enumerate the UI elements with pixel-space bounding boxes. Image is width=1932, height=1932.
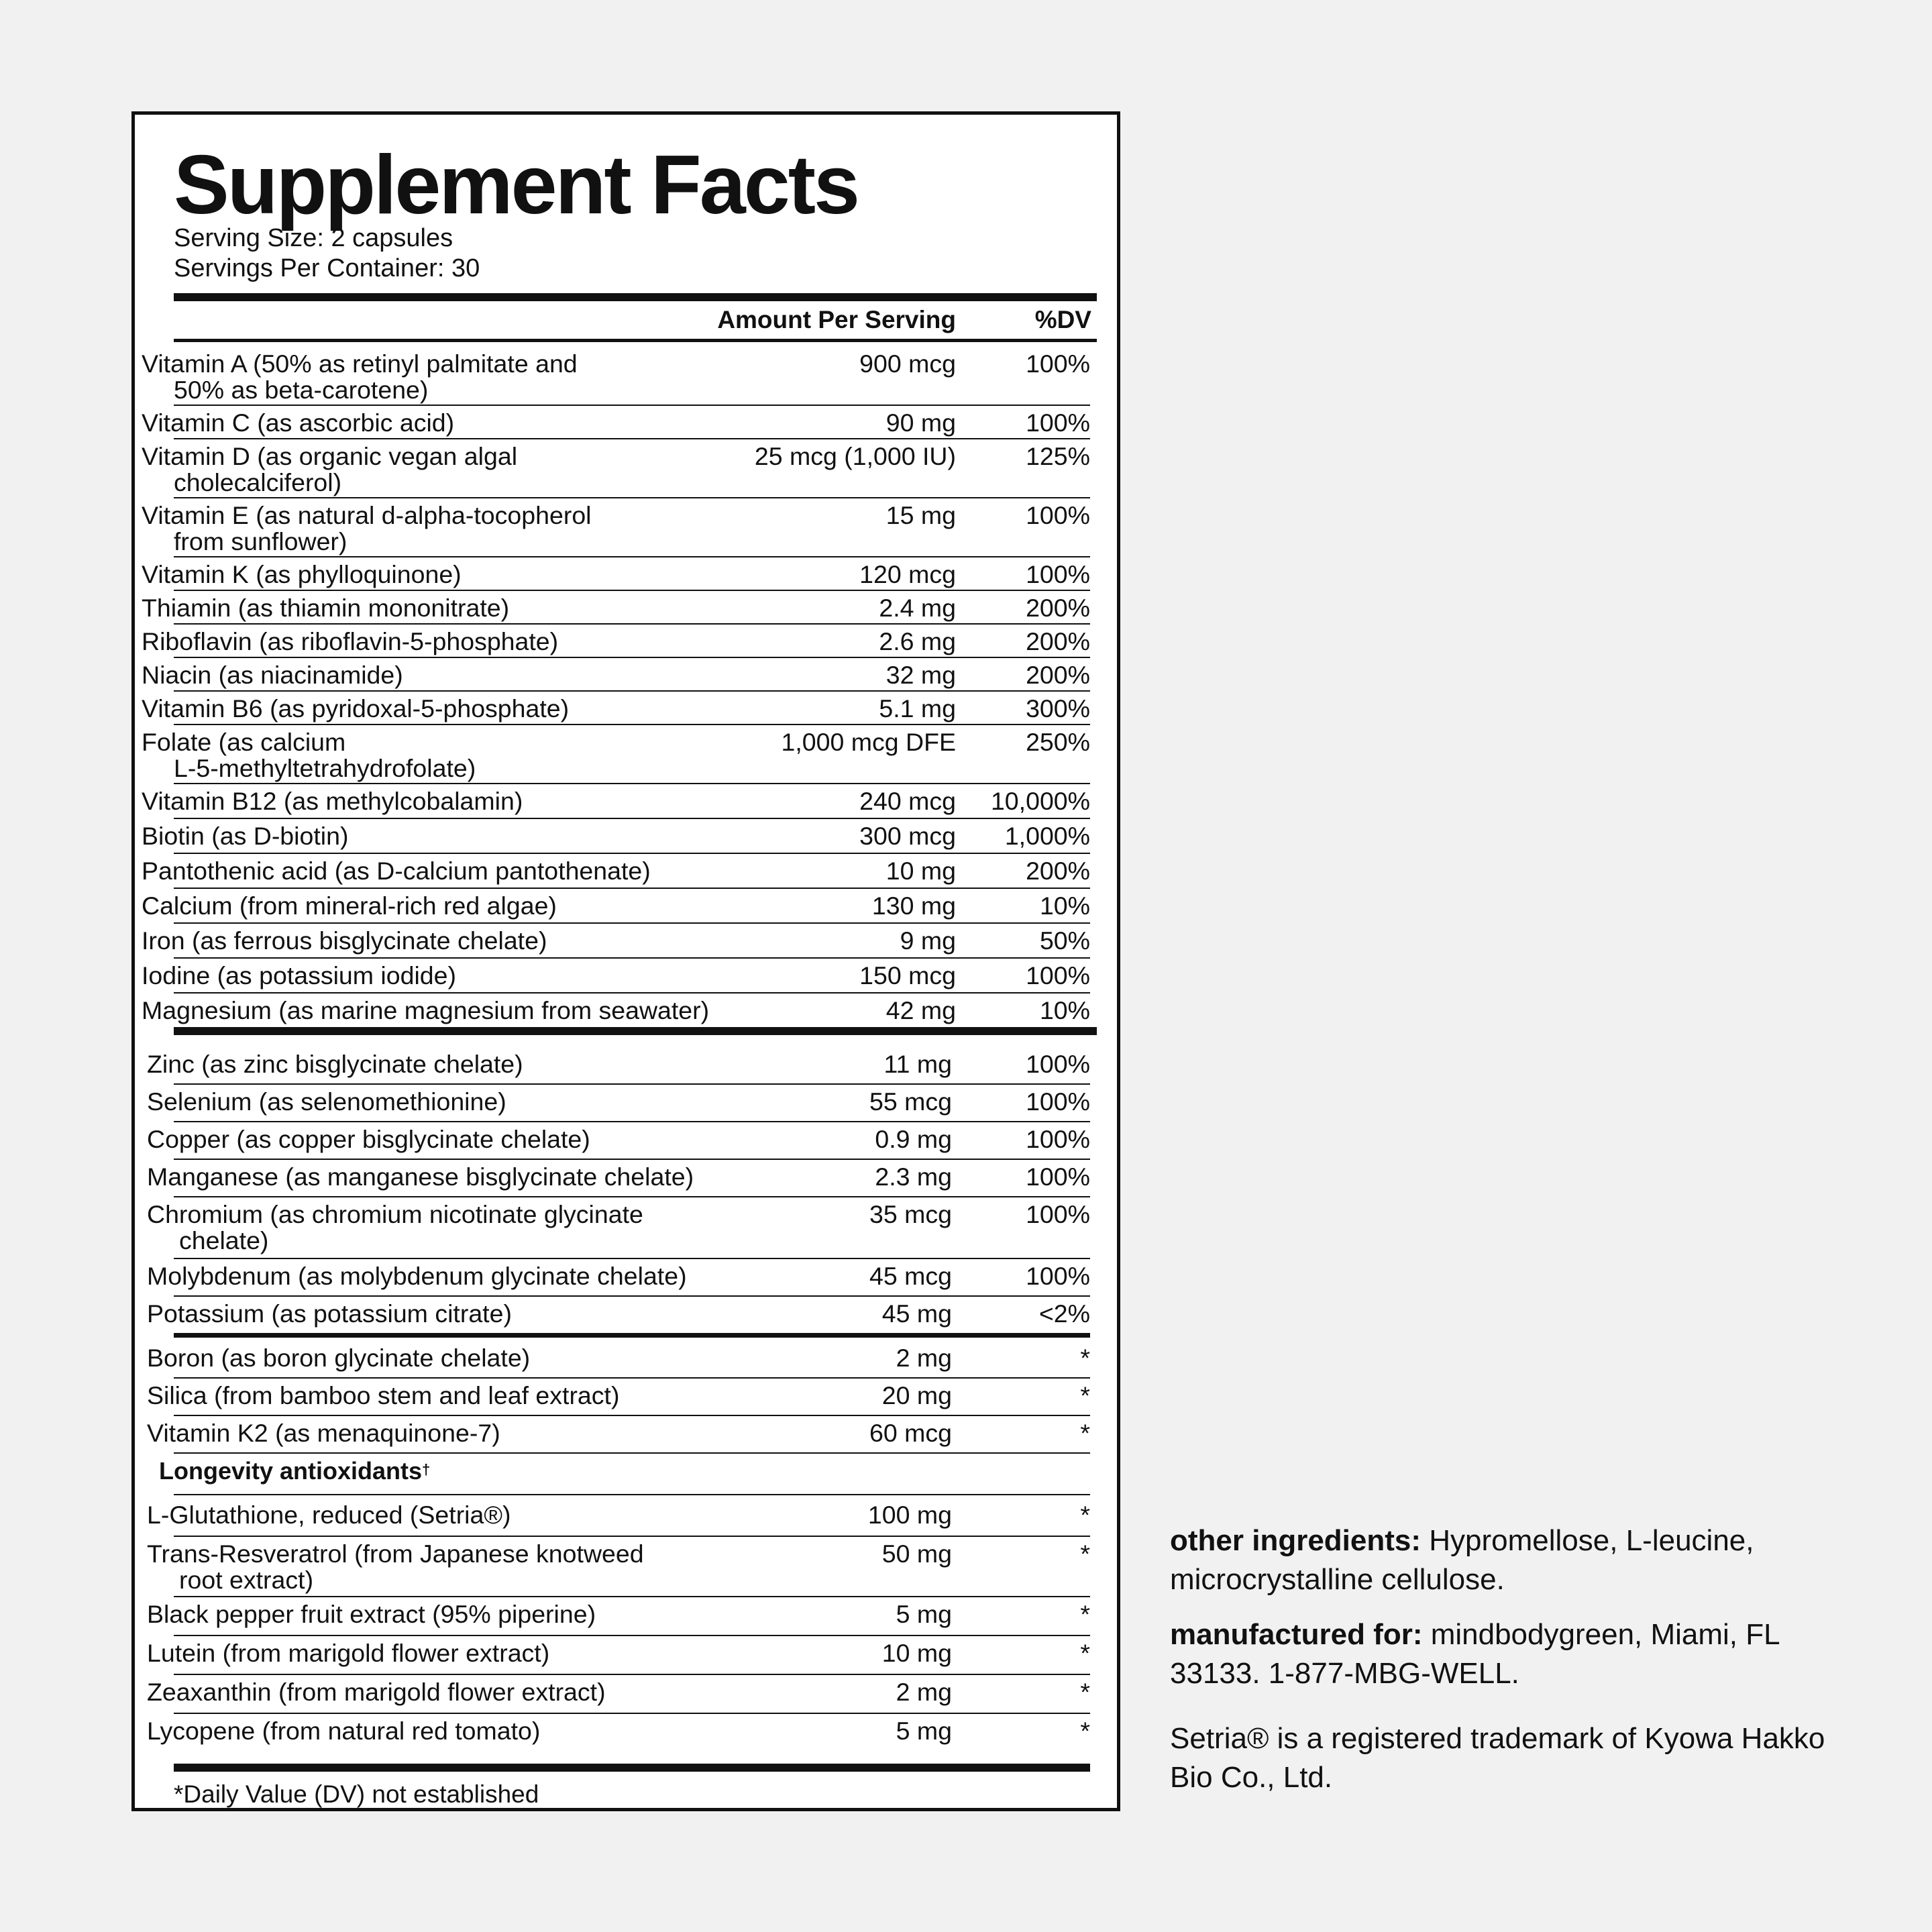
nutrient-name: Vitamin C (as ascorbic acid) <box>142 409 455 437</box>
nutrient-dv: * <box>1080 1600 1090 1628</box>
nutrient-name: Magnesium (as marine magnesium from seawater) <box>142 996 710 1024</box>
nutrient-row <box>135 889 1117 924</box>
nutrient-name: Zeaxanthin (from marigold flower extract) <box>147 1678 606 1706</box>
nutrient-amount: 35 mcg <box>869 1200 952 1228</box>
nutrient-dv: 125% <box>1026 442 1090 470</box>
nutrient-amount: 2 mg <box>896 1344 952 1372</box>
nutrient-row <box>135 1297 1117 1334</box>
manufactured-for-label: manufactured for: <box>1170 1618 1423 1651</box>
nutrient-amount: 5.1 mg <box>879 694 956 722</box>
nutrient-amount: 1,000 mcg DFE <box>781 728 956 756</box>
row-divider <box>174 1333 1090 1338</box>
nutrient-name: Riboflavin (as riboflavin-5-phosphate) <box>142 627 559 655</box>
nutrient-name: Folate (as calcium L-5-methyltetrahydrofolate) <box>142 728 476 782</box>
dagger-mark: † <box>422 1461 431 1478</box>
nutrient-name: Calcium (from mineral-rich red algae) <box>142 892 557 920</box>
nutrient-row <box>135 347 1117 406</box>
nutrient-row <box>135 1379 1117 1416</box>
nutrient-name: Iron (as ferrous bisglycinate chelate) <box>142 926 547 955</box>
nutrient-dv: 100% <box>1026 1262 1090 1290</box>
thick-rule-bottom <box>174 1764 1090 1772</box>
nutrient-amount: 240 mcg <box>859 787 956 815</box>
nutrient-dv: 300% <box>1026 694 1090 722</box>
nutrient-dv: 200% <box>1026 857 1090 885</box>
nutrient-name: Vitamin K (as phylloquinone) <box>142 560 462 588</box>
nutrient-row <box>135 1416 1117 1454</box>
manufactured-for-text: mindbodygreen, Miami, FL 33133. 1-877-MBG-WELL. <box>1170 1618 1779 1690</box>
nutrient-row <box>135 1714 1117 1764</box>
nutrient-row <box>135 1675 1117 1714</box>
supplement-facts-panel <box>131 111 1120 1811</box>
nutrient-row <box>135 658 1117 692</box>
header-dv: %DV <box>1034 306 1091 333</box>
nutrient-name: Pantothenic acid (as D-calcium pantothenate) <box>142 857 651 885</box>
row-divider <box>174 1452 1090 1454</box>
nutrient-row <box>135 1259 1117 1297</box>
nutrient-row <box>135 924 1117 959</box>
longevity-heading-text: Longevity antioxidants <box>159 1457 423 1485</box>
nutrient-row <box>135 625 1117 658</box>
nutrient-dv: 100% <box>1026 961 1090 989</box>
nutrient-row <box>135 1047 1117 1085</box>
nutrient-name: Vitamin K2 (as menaquinone-7) <box>147 1419 500 1447</box>
nutrient-dv: 100% <box>1026 560 1090 588</box>
nutrient-dv: 10,000% <box>990 787 1090 815</box>
nutrient-name: Black pepper fruit extract (95% piperine) <box>147 1600 596 1628</box>
nutrient-amount: 10 mg <box>881 1639 952 1667</box>
nutrient-dv: 100% <box>1026 1050 1090 1078</box>
servings-per-container: Servings Per Container: 30 <box>174 254 480 282</box>
nutrient-row <box>135 1197 1117 1259</box>
nutrient-name: L-Glutathione, reduced (Setria®) <box>147 1501 511 1529</box>
nutrient-row <box>135 784 1117 819</box>
nutrient-name: Selenium (as selenomethionine) <box>147 1087 506 1116</box>
nutrient-dv: 200% <box>1026 627 1090 655</box>
nutrient-row <box>135 1341 1117 1379</box>
nutrient-dv: * <box>1080 1381 1090 1409</box>
nutrient-amount: 32 mg <box>885 661 956 689</box>
nutrient-dv: 100% <box>1026 501 1090 529</box>
nutrient-dv: * <box>1080 1540 1090 1568</box>
nutrient-name: Manganese (as manganese bisglycinate chelate) <box>147 1163 694 1191</box>
nutrient-amount: 2 mg <box>896 1678 952 1706</box>
nutrient-amount: 130 mg <box>871 892 956 920</box>
nutrient-amount: 50 mg <box>881 1540 952 1568</box>
nutrient-dv: 100% <box>1026 409 1090 437</box>
nutrient-name: Vitamin E (as natural d-alpha-tocopherol from sunflower) <box>142 501 592 555</box>
nutrient-name: Vitamin A (50% as retinyl palmitate and 50% as beta-carotene) <box>142 350 578 404</box>
nutrient-row <box>135 498 1117 557</box>
nutrient-name: Potassium (as potassium citrate) <box>147 1299 512 1328</box>
nutrient-amount: 45 mcg <box>869 1262 952 1290</box>
nutrient-name: Niacin (as niacinamide) <box>142 661 403 689</box>
thick-rule-top <box>174 293 1097 301</box>
nutrient-name: Lutein (from marigold flower extract) <box>147 1639 550 1667</box>
nutrient-name: Zinc (as zinc bisglycinate chelate) <box>147 1050 523 1078</box>
nutrient-row <box>135 1085 1117 1122</box>
header-amount-per-serving: Amount Per Serving <box>717 306 956 333</box>
nutrient-amount: 2.6 mg <box>879 627 956 655</box>
nutrient-row <box>135 1122 1117 1160</box>
nutrient-row <box>135 591 1117 625</box>
panel-title: Supplement Facts <box>174 139 858 231</box>
nutrient-amount: 120 mcg <box>859 560 956 588</box>
nutrient-name: Thiamin (as thiamin mononitrate) <box>142 594 510 622</box>
nutrient-amount: 5 mg <box>896 1600 952 1628</box>
nutrient-amount: 5 mg <box>896 1717 952 1745</box>
nutrient-amount: 900 mcg <box>859 350 956 378</box>
other-ingredients-text: Hypromellose, L-leucine, microcrystalline cellulose. <box>1170 1524 1754 1596</box>
nutrient-dv: * <box>1080 1344 1090 1372</box>
nutrient-name: Boron (as boron glycinate chelate) <box>147 1344 531 1372</box>
nutrient-name: Silica (from bamboo stem and leaf extract) <box>147 1381 620 1409</box>
nutrient-dv: <2% <box>1038 1299 1090 1328</box>
nutrient-row <box>135 439 1117 498</box>
nutrient-row <box>135 1160 1117 1197</box>
nutrient-row <box>135 725 1117 784</box>
nutrient-dv: 1,000% <box>1004 822 1090 850</box>
nutrient-dv: 200% <box>1026 594 1090 622</box>
row-divider <box>174 1027 1097 1035</box>
nutrient-name: Copper (as copper bisglycinate chelate) <box>147 1125 590 1153</box>
nutrient-dv: * <box>1080 1678 1090 1706</box>
nutrient-name: Biotin (as D-biotin) <box>142 822 349 850</box>
nutrient-dv: 10% <box>1039 892 1090 920</box>
nutrient-amount: 90 mg <box>885 409 956 437</box>
nutrient-dv: * <box>1080 1501 1090 1529</box>
nutrient-name: Vitamin B12 (as methylcobalamin) <box>142 787 523 815</box>
nutrient-dv: * <box>1080 1717 1090 1745</box>
nutrient-name: Iodine (as potassium iodide) <box>142 961 457 989</box>
nutrient-row <box>135 692 1117 725</box>
nutrient-row <box>135 854 1117 889</box>
nutrient-name: Vitamin D (as organic vegan algal cholecalciferol) <box>142 442 518 496</box>
nutrient-amount: 20 mg <box>881 1381 952 1409</box>
nutrient-dv: 100% <box>1026 350 1090 378</box>
serving-size: Serving Size: 2 capsules <box>174 224 453 252</box>
nutrient-name: Molybdenum (as molybdenum glycinate chelate) <box>147 1262 687 1290</box>
nutrient-row <box>135 959 1117 994</box>
nutrient-amount: 10 mg <box>885 857 956 885</box>
nutrient-amount: 300 mcg <box>859 822 956 850</box>
nutrient-amount: 11 mg <box>883 1050 952 1078</box>
nutrient-amount: 150 mcg <box>859 961 956 989</box>
nutrient-amount: 45 mg <box>881 1299 952 1328</box>
nutrient-amount: 60 mcg <box>869 1419 952 1447</box>
nutrient-amount: 42 mg <box>885 996 956 1024</box>
header-rule <box>174 339 1097 342</box>
nutrient-name: Vitamin B6 (as pyridoxal-5-phosphate) <box>142 694 570 722</box>
longevity-heading <box>159 1456 430 1486</box>
nutrient-row <box>135 1537 1117 1597</box>
nutrient-dv: 200% <box>1026 661 1090 689</box>
nutrient-dv: 10% <box>1039 996 1090 1024</box>
nutrient-row <box>135 1636 1117 1675</box>
dv-footnote: *Daily Value (DV) not established <box>174 1780 539 1808</box>
nutrient-name: Trans-Resveratrol (from Japanese knotweed root extract) <box>147 1540 644 1594</box>
manufactured-for <box>1170 1615 1868 1693</box>
nutrient-dv: * <box>1080 1639 1090 1667</box>
nutrient-dv: 100% <box>1026 1200 1090 1228</box>
nutrient-amount: 2.4 mg <box>879 594 956 622</box>
other-ingredients <box>1170 1521 1868 1599</box>
nutrient-row <box>135 557 1117 591</box>
nutrient-amount: 15 mg <box>885 501 956 529</box>
longevity-heading-rule <box>174 1494 1090 1495</box>
trademark-note: Setria® is a registered trademark of Kyowa Hakko Bio Co., Ltd. <box>1170 1722 1825 1794</box>
other-ingredients-label: other ingredients: <box>1170 1524 1421 1557</box>
nutrient-dv: 250% <box>1026 728 1090 756</box>
nutrient-amount: 2.3 mg <box>875 1163 952 1191</box>
nutrient-amount: 100 mg <box>867 1501 952 1529</box>
nutrient-amount: 25 mcg (1,000 IU) <box>754 442 956 470</box>
nutrient-row <box>135 994 1117 1028</box>
nutrient-row <box>135 819 1117 854</box>
nutrient-dv: 100% <box>1026 1163 1090 1191</box>
nutrient-dv: 100% <box>1026 1125 1090 1153</box>
nutrient-dv: * <box>1080 1419 1090 1447</box>
nutrient-row <box>135 1597 1117 1636</box>
nutrient-row <box>135 406 1117 439</box>
nutrient-amount: 9 mg <box>900 926 956 955</box>
nutrient-amount: 0.9 mg <box>875 1125 952 1153</box>
nutrient-name: Lycopene (from natural red tomato) <box>147 1717 541 1745</box>
nutrient-dv: 100% <box>1026 1087 1090 1116</box>
nutrient-amount: 55 mcg <box>869 1087 952 1116</box>
nutrient-name: Chromium (as chromium nicotinate glycinate chelate) <box>147 1200 643 1254</box>
nutrient-row <box>135 1498 1117 1537</box>
nutrient-dv: 50% <box>1039 926 1090 955</box>
